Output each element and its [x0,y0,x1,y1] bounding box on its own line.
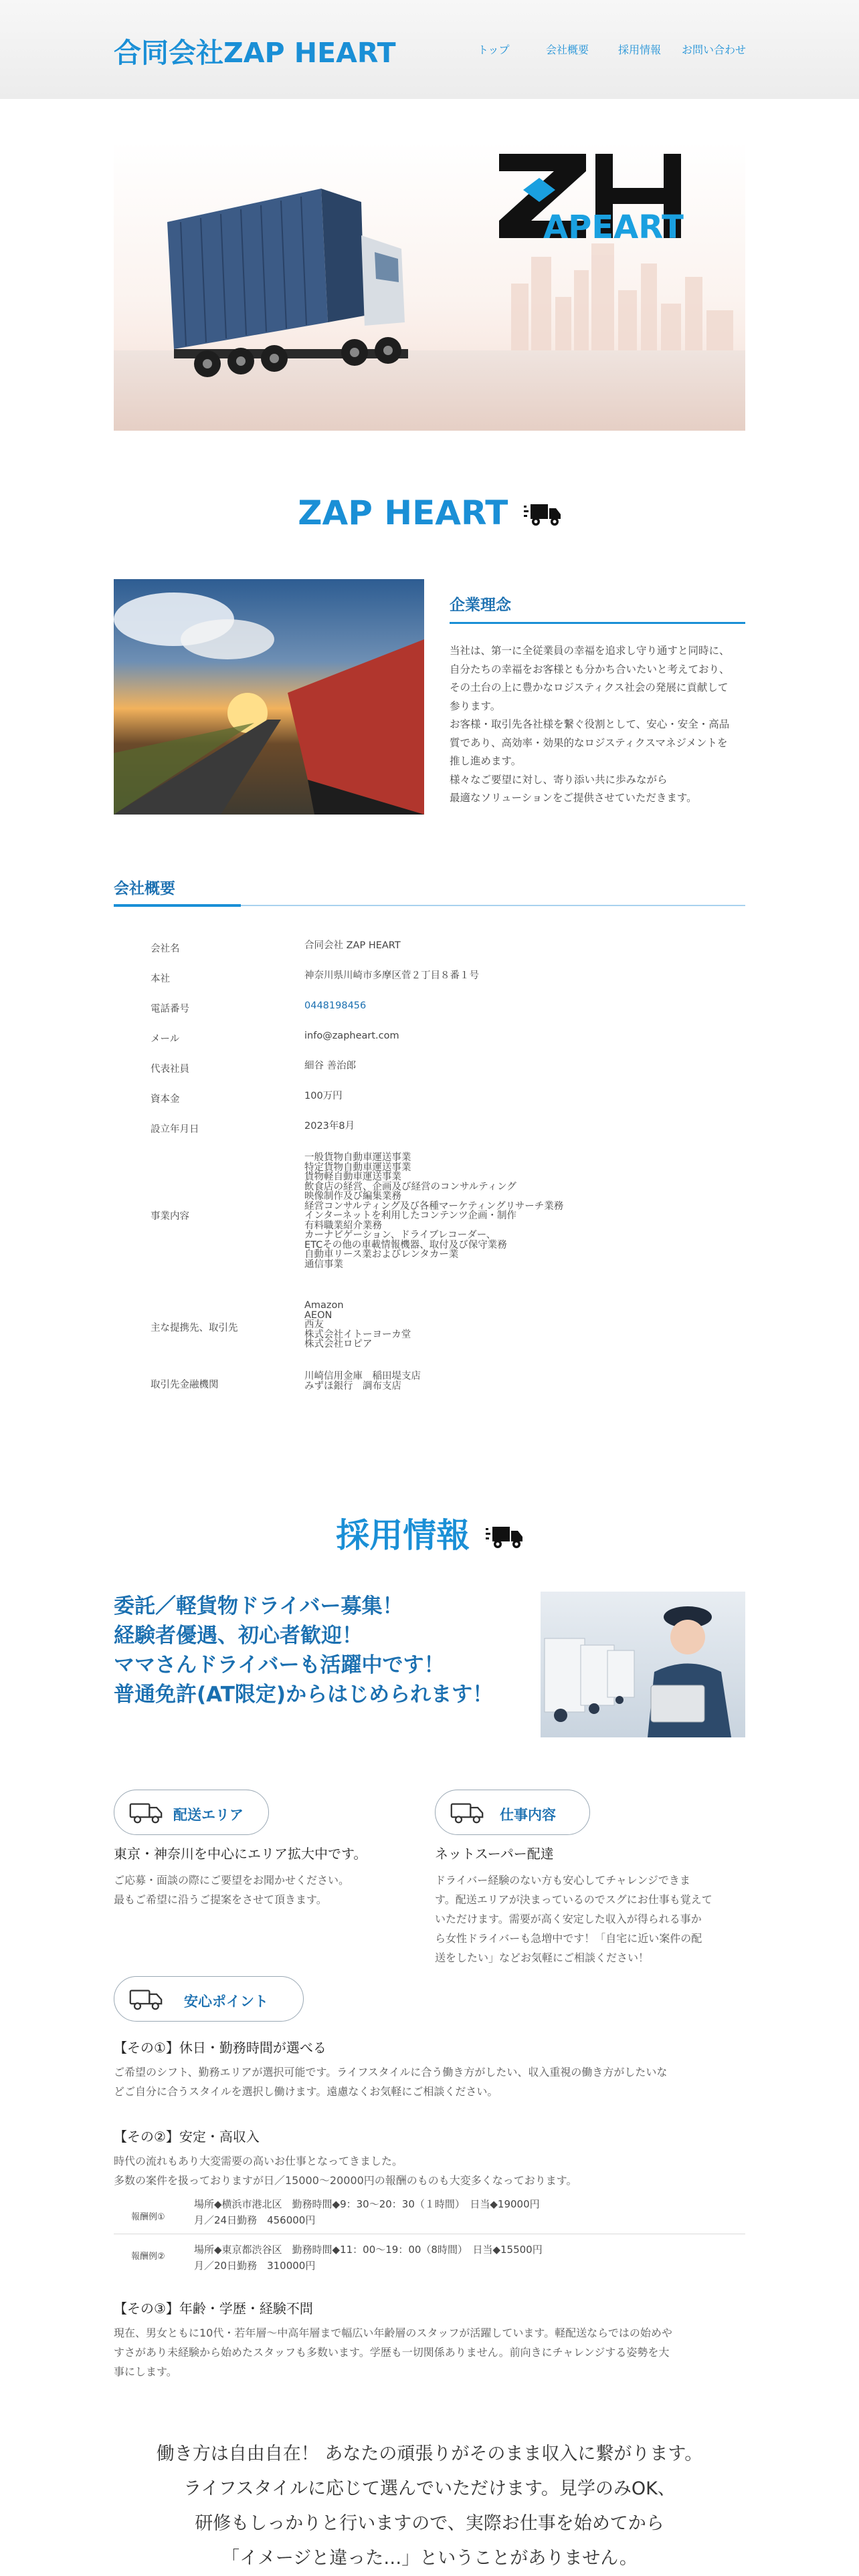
truck-outline-icon [129,1987,163,2012]
overview-label: 本社 [151,974,170,984]
safety-point-pill [114,1976,304,2022]
overview-value: Amazon AEON 西友 株式会社イトーヨーカ堂 株式会社ロピア [304,1300,411,1350]
sunset-truck-photo [114,579,424,815]
pay-example-label: 報酬例① [131,2212,165,2222]
catch-line: ママさんドライバーも活躍中です！ [114,1653,445,1677]
closing-message [0,2437,859,2576]
nav-contact[interactable]: お問い合わせ [682,43,747,56]
overview-label: 取引先金融機関 [151,1380,219,1390]
philosophy-line: お客様・取引先各社様を繋ぐ役割として、安心・安全・高品 [450,718,730,730]
pill-label: 仕事内容 [500,1807,556,1823]
philosophy-text [450,642,745,808]
overview-value: 細谷 善治郎 [304,1061,357,1071]
point-line: 現在、男女ともに10代・若年層〜中高年層まで幅広い年齢層のスタッフが活躍しています。軽配送ならではの始めや [114,2327,672,2339]
overview-divider-accent [114,904,241,907]
closing-line: ライフスタイルに応じて選んでいただけます。見学のみOK、 [183,2478,676,2499]
job-line: す。配送エリアが決まっているのでスグにお仕事も覚えて [435,1893,712,1906]
overview-value: 2023年8月 [304,1121,355,1132]
area-line: 最もご希望に沿うご提案をさせて頂きます。 [114,1893,327,1906]
truck-outline-icon [129,1800,163,1826]
job-text [435,1870,745,1967]
overview-value: 合同会社 ZAP HEART [304,940,401,951]
pill-label: 安心ポイント [184,1994,268,2010]
job-line: ら女性ドライバーも急増中です！「自宅に近い案件の配 [435,1932,702,1945]
catch-line: 委託／軽貨物ドライバー募集！ [114,1594,403,1618]
recruit-catchcopy [114,1592,493,1709]
zh-logo [496,151,690,245]
overview-value: 神奈川県川崎市多摩区菅２丁目８番１号 [304,970,479,981]
job-line: いただけます。需要が高く安定した収入が得られる事か [435,1913,702,1925]
truck-outline-icon [450,1800,484,1826]
container-truck-graphic [161,182,442,396]
catch-line: 経験者優遇、初心者歓迎！ [114,1624,363,1648]
point-line: すさがあり未経験から始めたスタッフも多数います。学歴も一切関係ありません。前向きにチャレンジする姿勢を大 [114,2346,670,2359]
overview-value: 一般貨物自動車運送事業 特定貨物自動車運送事業 貨物軽自動車運送事業 飲食店の経営、企画及び経営のコンサルティング 映像制作及び編集業務 経営コンサルティング及び各種マーケティングリサーチ業務 インターネットを利用したコンテンツ企画・制作 有料職業紹介業務 カーナビゲーション、ドライブレコーダー、 ETCその他の車載情報機器、取付及び保守業務 自動車リース業およびレンタカー業 通信事業 [304,1152,564,1270]
pay-line: 月／20日勤務 310000円 [194,2260,316,2272]
philosophy-divider [450,622,745,624]
overview-label: 代表社員 [151,1064,189,1075]
point-heading: 【その①】休日・勤務時間が選べる [114,2040,326,2056]
driver-photo [541,1592,745,1737]
site-logo-text[interactable]: 合同会社ZAP HEART [114,37,396,69]
intro-title-text: ZAP HEART [298,494,508,532]
recruit-title-text: 採用情報 [336,1516,470,1555]
job-content-pill [435,1790,590,1835]
job-line: ドライバー経験のない方も安心してチャレンジできま [435,1874,690,1887]
delivery-area-pill [114,1790,269,1835]
nav-top[interactable]: トップ [478,43,510,56]
point-text [114,2151,745,2190]
truck-icon [486,1524,523,1549]
point-heading: 【その③】年齢・学歴・経験不問 [114,2300,313,2317]
pay-line: 月／24日勤務 456000円 [194,2214,316,2226]
philosophy-line: 参ります。 [450,700,501,712]
philosophy-line: 質であり、高効率・効果的なロジスティクスマネジメントを [450,736,728,749]
overview-label: 主な提携先、取引先 [151,1323,238,1333]
closing-line: 働き方は自由自在！ あなたの頑張りがそのまま収入に繋がります。 [156,2444,703,2464]
zh-logo-word: APEART [543,209,684,245]
pay-example-label: 報酬例② [131,2252,165,2262]
recruit-title [0,1509,859,1557]
overview-value: info@zapheart.com [304,1031,399,1041]
overview-label: 会社名 [151,944,180,954]
philosophy-line: 最適なソリューションをご提供させていただきます。 [450,792,697,804]
area-text [114,1870,408,1909]
nav-company[interactable]: 会社概要 [546,43,589,56]
phone-link[interactable]: 0448198456 [304,1000,367,1011]
area-heading: 東京・神奈川を中心にエリア拡大中です。 [114,1846,367,1862]
philosophy-line: 推し進めます。 [450,755,522,767]
closing-line: 「イメージと違った…」ということがありません。 [221,2548,638,2569]
intro-title [0,494,859,532]
point-text [114,2323,745,2381]
point-heading: 【その②】安定・高収入 [114,2129,260,2145]
point-text [114,2062,745,2101]
point-line: どご自分に合うスタイルを選択し働けます。遠慮なくお気軽にご相談ください。 [114,2085,498,2098]
philosophy-line: その土台の上に豊かなロジスティクス社会の発展に貢献して [450,681,729,693]
philosophy-heading: 企業理念 [450,597,511,614]
area-line: ご応募・面談の際にご要望をお聞かせください。 [114,1874,350,1887]
catch-line: 普通免許(AT限定)からはじめられます！ [114,1683,494,1707]
overview-label: 事業内容 [151,1211,189,1222]
overview-label: 設立年月日 [151,1124,199,1135]
pay-example-value [194,2196,540,2228]
job-heading: ネットスーパー配達 [435,1846,554,1862]
point-line: 時代の流れもあり大変需要の高いお仕事となってきました。 [114,2155,403,2167]
overview-value: 100万円 [304,1091,343,1101]
pay-example-value [194,2242,543,2274]
overview-heading: 会社概要 [114,880,175,897]
site-header [0,0,859,99]
closing-line: 研修もしっかりと行いますので、実際お仕事を始めてから [195,2513,664,2534]
point-line: 事にします。 [114,2365,177,2378]
city-skyline-graphic [504,243,745,357]
philosophy-line: 当社は、第一に全従業員の幸福を追求し守り通すと同時に、 [450,645,730,657]
hero-image [114,142,745,431]
philosophy-line: 自分たちの幸福をお客様とも分かち合いたいと考えており、 [450,663,730,675]
overview-label: メール [151,1034,180,1045]
point-line: 多数の案件を扱っておりますが日／15000〜20000円の報酬のものも大変多くなっております。 [114,2174,577,2187]
nav-recruit[interactable]: 採用情報 [618,43,662,56]
overview-label: 電話番号 [151,1004,189,1014]
point-line: ご希望のシフト、勤務エリアが選択可能です。ライフスタイルに合う働き方がしたい、収入重視の働き方がしたいな [114,2066,668,2078]
overview-value: 川崎信用金庫 稲田堤支店 みずほ銀行 調布支店 [304,1371,421,1392]
overview-label: 資本金 [151,1094,180,1105]
pay-line: 場所◆東京都渋谷区 勤務時間◆11：00〜19：00（8時間） 日当◆15500円 [194,2244,543,2256]
philosophy-line: 様々なご要望に対し、寄り添い共に歩みながら [450,773,668,786]
pill-label: 配送エリア [173,1807,244,1823]
truck-icon [524,502,561,527]
pay-line: 場所◆横浜市港北区 勤務時間◆9：30〜20：30（１時間） 日当◆19000円 [194,2198,540,2210]
job-line: 送をしたい」などお気軽にご相談ください！ [435,1951,650,1964]
